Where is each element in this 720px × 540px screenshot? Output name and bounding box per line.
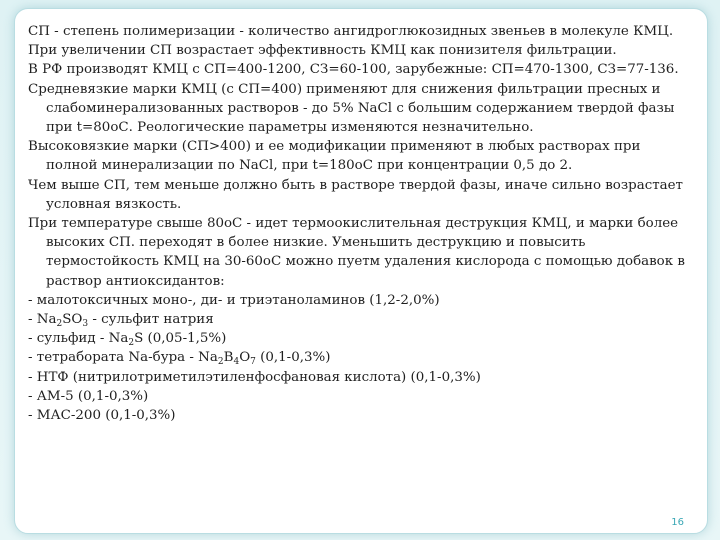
- list-item-sodium-sulfide: - сульфид - $Na_2S$ (0,05-1,5%): [28, 331, 227, 349]
- paragraph-production: В РФ производят КМЦ с СП=400-1200, СЗ=60-100, зарубежные: СП=470-1300, СЗ=77-136.: [28, 62, 679, 78]
- paragraph-sp-definition: СП - степень полимеризации - количество ангидроглюкозидных звеньев в молекуле КМЦ.: [28, 24, 674, 39]
- slide-text: [28, 22, 692, 425]
- paragraph-high-viscosity: Высоковязкие марки (СП>400) и ее модификации применяют в любых растворах при полной минерализации по NaCl, при t=180оС при концентрации 0,5 до 2.: [28, 139, 641, 174]
- list-item-am5: - АМ-5 (0,1-0,3%): [28, 388, 149, 404]
- paragraph-sp-effect: При увеличении СП возрастает эффективность КМЦ как понизителя фильтрации.: [28, 43, 617, 59]
- paragraph-solid-phase: Чем выше СП, тем меньше должно быть в растворе твердой фазы, иначе сильно возрастает условная вязкость.: [28, 177, 683, 212]
- paragraph-medium-viscosity: Средневязкие марки КМЦ (с СП=400) применяют для снижения фильтрации пресных и слабоминерализованных растворов - до 5% NaCl с большим содержанием твердой фазы при t=80оС. Реологические параметры изменяются незначительно.: [28, 81, 675, 136]
- list-item-ethanolamines: - малотоксичных моно-, ди- и триэтаноламинов (1,2-2,0%): [28, 292, 440, 308]
- paragraph-destruction: При температуре свыше 80оС - идет термоокислительная деструкция КМЦ, и марки более высоких СП. переходят в более низкие. Уменьшить деструкцию и повысить термостойкость КМЦ на 30-60оС можно пуетм удаления кислорода с помощью добавок в раствор антиоксидантов:: [28, 216, 685, 289]
- page-number: 16: [671, 517, 684, 528]
- list-item-borax: - тетрабората Na-бура - $Na_2B_4O_7$ (0,1-0,3%): [28, 350, 331, 368]
- list-item-mas200: - МАС-200 (0,1-0,3%): [28, 408, 176, 424]
- list-item-ntf: - НТФ (нитрилотриметилэтиленфосфановая кислота) (0,1-0,3%): [28, 369, 481, 385]
- list-item-sodium-sulfite: - $Na_2SO_3$ - сульфит натрия: [28, 312, 214, 330]
